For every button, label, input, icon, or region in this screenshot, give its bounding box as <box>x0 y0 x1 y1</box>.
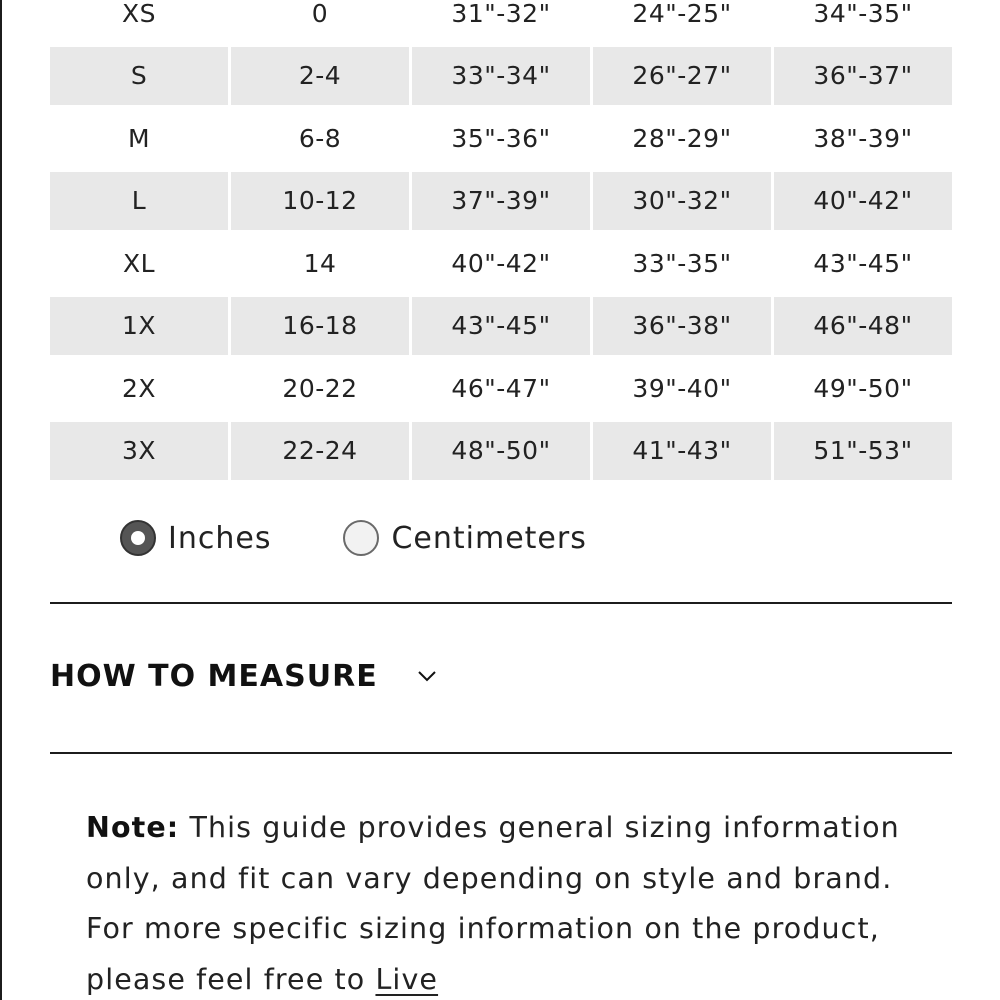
table-cell: 10-12 <box>231 172 409 231</box>
table-cell: XS <box>122 0 156 28</box>
table-row <box>50 420 950 483</box>
table-cell: 46"-48" <box>774 297 952 356</box>
table-cell: 0 <box>311 0 329 28</box>
table-cell: 1X <box>50 297 228 356</box>
table-cell: XL <box>122 248 156 278</box>
table-cell: 35"-36" <box>451 123 551 153</box>
table-row <box>50 232 950 295</box>
radio-checked-icon[interactable] <box>120 520 156 556</box>
radio-unchecked-icon[interactable] <box>343 520 379 556</box>
table-cell: L <box>50 172 228 231</box>
left-border <box>0 0 2 1000</box>
unit-label-centimeters: Centimeters <box>391 520 587 556</box>
table-cell: 2X <box>121 373 157 403</box>
table-cell: 14 <box>303 248 337 278</box>
how-to-measure-title: HOW TO MEASURE <box>50 658 378 694</box>
table-cell: 33"-34" <box>412 47 590 106</box>
table-cell: 16-18 <box>231 297 409 356</box>
table-row <box>50 0 950 45</box>
unit-option-centimeters[interactable] <box>343 520 586 556</box>
live-chat-link[interactable]: Live <box>375 962 439 996</box>
note-label: Note: <box>86 811 180 844</box>
table-cell: 30"-32" <box>593 172 771 231</box>
note-text: This guide provides general sizing information only, and fit can vary depending on style and brand. For more specific sizing information on the product, please feel free to <box>86 811 900 996</box>
table-cell: 24"-25" <box>632 0 732 28</box>
table-cell: S <box>50 47 228 106</box>
table-cell: 37"-39" <box>412 172 590 231</box>
table-cell: 2-4 <box>231 47 409 106</box>
table-cell: 43"-45" <box>813 248 913 278</box>
chevron-down-icon[interactable] <box>416 665 438 687</box>
table-cell: 36"-37" <box>774 47 952 106</box>
table-cell: 40"-42" <box>774 172 952 231</box>
table-cell: 46"-47" <box>451 373 551 403</box>
table-cell: M <box>127 123 151 153</box>
table-cell: 6-8 <box>298 123 342 153</box>
table-cell: 3X <box>50 422 228 481</box>
table-cell: 39"-40" <box>632 373 732 403</box>
table-cell: 43"-45" <box>412 297 590 356</box>
table-cell: 48"-50" <box>412 422 590 481</box>
table-cell: 22-24 <box>231 422 409 481</box>
table-cell: 34"-35" <box>813 0 913 28</box>
table-cell: 33"-35" <box>632 248 732 278</box>
table-cell: 41"-43" <box>593 422 771 481</box>
table-cell: 20-22 <box>282 373 358 403</box>
size-chart-table <box>50 0 950 482</box>
unit-toggle <box>120 515 587 561</box>
table-cell: 51"-53" <box>774 422 952 481</box>
table-row <box>50 170 950 233</box>
table-cell: 31"-32" <box>451 0 551 28</box>
table-cell: 36"-38" <box>593 297 771 356</box>
unit-label-inches: Inches <box>168 520 272 556</box>
divider-top <box>50 602 952 604</box>
table-row <box>50 107 950 170</box>
sizing-note <box>86 803 916 1000</box>
table-cell: 40"-42" <box>451 248 551 278</box>
table-row <box>50 45 950 108</box>
table-cell: 49"-50" <box>813 373 913 403</box>
divider-bottom <box>50 752 952 754</box>
unit-option-inches[interactable] <box>120 520 271 556</box>
table-cell: 26"-27" <box>593 47 771 106</box>
how-to-measure-toggle[interactable] <box>50 650 438 702</box>
table-row <box>50 295 950 358</box>
table-cell: 28"-29" <box>632 123 732 153</box>
table-cell: 38"-39" <box>813 123 913 153</box>
table-row <box>50 357 950 420</box>
